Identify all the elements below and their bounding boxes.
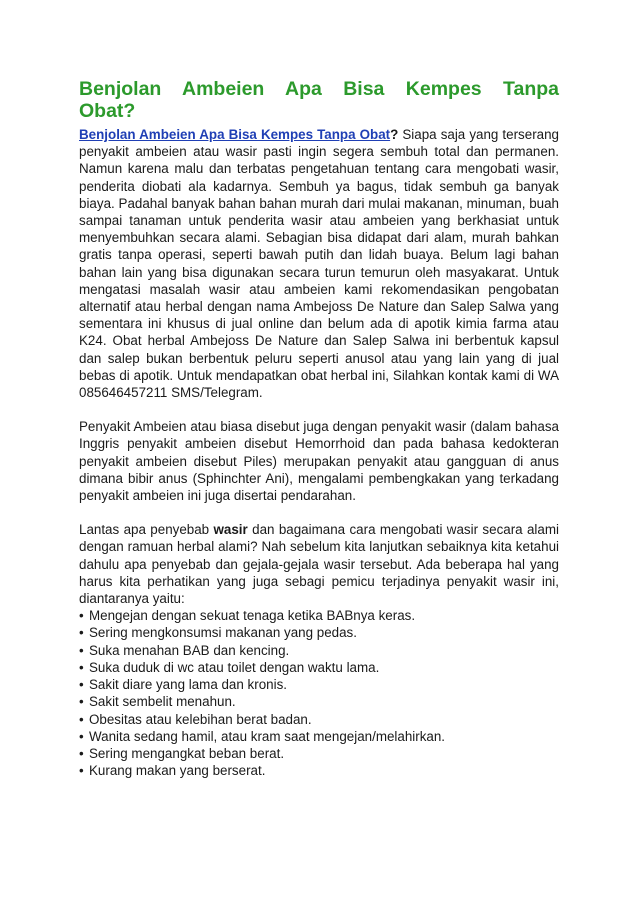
list-item (79, 711, 559, 728)
causes-text-before: Lantas apa penyebab (79, 522, 214, 538)
paragraph-spacer (79, 504, 559, 521)
bullet-icon: • (79, 763, 84, 779)
bullet-icon: • (79, 625, 84, 641)
bullet-icon: • (79, 745, 84, 761)
intro-paragraph (79, 126, 559, 401)
list-item-text: Sering mengkonsumsi makanan yang pedas. (89, 625, 357, 641)
list-item-text: Suka duduk di wc atau toilet dengan waktu lama. (89, 659, 380, 675)
list-item (79, 676, 559, 693)
list-item (79, 624, 559, 641)
causes-paragraph (79, 521, 559, 607)
causes-list (79, 607, 559, 779)
article-title: Benjolan Ambeien Apa Bisa Kempes Tanpa Obat? (79, 78, 559, 122)
list-item (79, 693, 559, 710)
bullet-icon: • (79, 642, 84, 658)
paragraph-spacer (79, 401, 559, 418)
list-item-text: Suka menahan BAB dan kencing. (89, 642, 290, 658)
question-mark: ? (390, 127, 399, 142)
bullet-icon: • (79, 728, 84, 744)
list-item-text: Sakit sembelit menahun. (89, 694, 236, 710)
intro-text: Siapa saja yang terserang penyakit ambeien atau wasir pasti ingin segera sembuh total dan permanen. Namun karena malu dan terbatas pengetahuan tentang cara mengobati wasir, penderita diobati ala kadarnya. Sembuh ya bagus, tidak sembuh ga banyak biaya. Padahal banyak bahan bahan murah dari mulai makanan, minuman, buah sampai tanaman untuk penderita wasir atau ambeien yang berkhasiat untuk menyembuhkan secara alami. Sebagian bisa didapat dari alam, murah bahkan gratis tanpa operasi, seperti bawah putih dan lidah buaya. Belum lagi bahan bahan lain yang bisa digunakan secara turun temurun oleh masyakarat. Untuk mengatasi masalah wasir atau ambeien kami rekomendasikan pengobatan alternatif atau herbal dengan nama Ambejoss De Nature dan Salep Salwa yang sementara ini khusus di jual online dan belum ada di apotik kimia farma atau K24. Obat herbal Ambejoss De Nature dan Salep Salwa ini berbentuk kapsul dan salep bukan berbentuk peluru seperti anusol atau yang lain yang di jual bebas di apotik. Untuk mendapatkan obat herbal ini, Silahkan kontak kami di WA 085646457211 SMS/Telegram. (79, 127, 559, 401)
document-page (79, 78, 559, 779)
definition-paragraph: Penyakit Ambeien atau biasa disebut juga dengan penyakit wasir (dalam bahasa Inggris penyakit ambeien disebut Hemorrhoid dan pada bahasa kedokteran penyakit ambeien disebut Piles) merupakan penyakit atau gangguan di anus dimana bibir anus (Sphinchter Ani), mengalami pembengkakan yang terkadang penyakit ambeien ini juga disertai pendarahan. (79, 419, 559, 504)
keyword-wasir: wasir (213, 522, 248, 538)
list-item-text: Obesitas atau kelebihan berat badan. (89, 711, 312, 727)
bullet-icon: • (79, 659, 84, 675)
bullet-icon: • (79, 677, 84, 693)
list-item-text: Sakit diare yang lama dan kronis. (89, 677, 287, 693)
list-item-text: Mengejan dengan sekuat tenaga ketika BABnya keras. (89, 608, 416, 624)
bullet-icon: • (79, 608, 84, 624)
list-item-text: Kurang makan yang berserat. (89, 763, 266, 779)
bullet-icon: • (79, 694, 84, 710)
causes-text-after: dan bagaimana cara mengobati wasir secara alami dengan ramuan herbal alami? Nah sebelum kita lanjutkan sebaiknya kita ketahui dahulu apa penyebab dan gejala-gejala wasir tersebut. Ada beberapa hal yang harus kita perhatikan yang juga sebagi pemicu terjadinya penyakit wasir ini, diantaranya yaitu: (79, 522, 559, 607)
list-item (79, 642, 559, 659)
list-item (79, 762, 559, 779)
list-item-text: Wanita sedang hamil, atau kram saat mengejan/melahirkan. (89, 728, 446, 744)
list-item (79, 607, 559, 624)
article-link[interactable]: Benjolan Ambeien Apa Bisa Kempes Tanpa Obat (79, 127, 391, 142)
list-item (79, 659, 559, 676)
bullet-icon: • (79, 711, 84, 727)
list-item (79, 745, 559, 762)
list-item-text: Sering mengangkat beban berat. (89, 745, 285, 761)
list-item (79, 728, 559, 745)
